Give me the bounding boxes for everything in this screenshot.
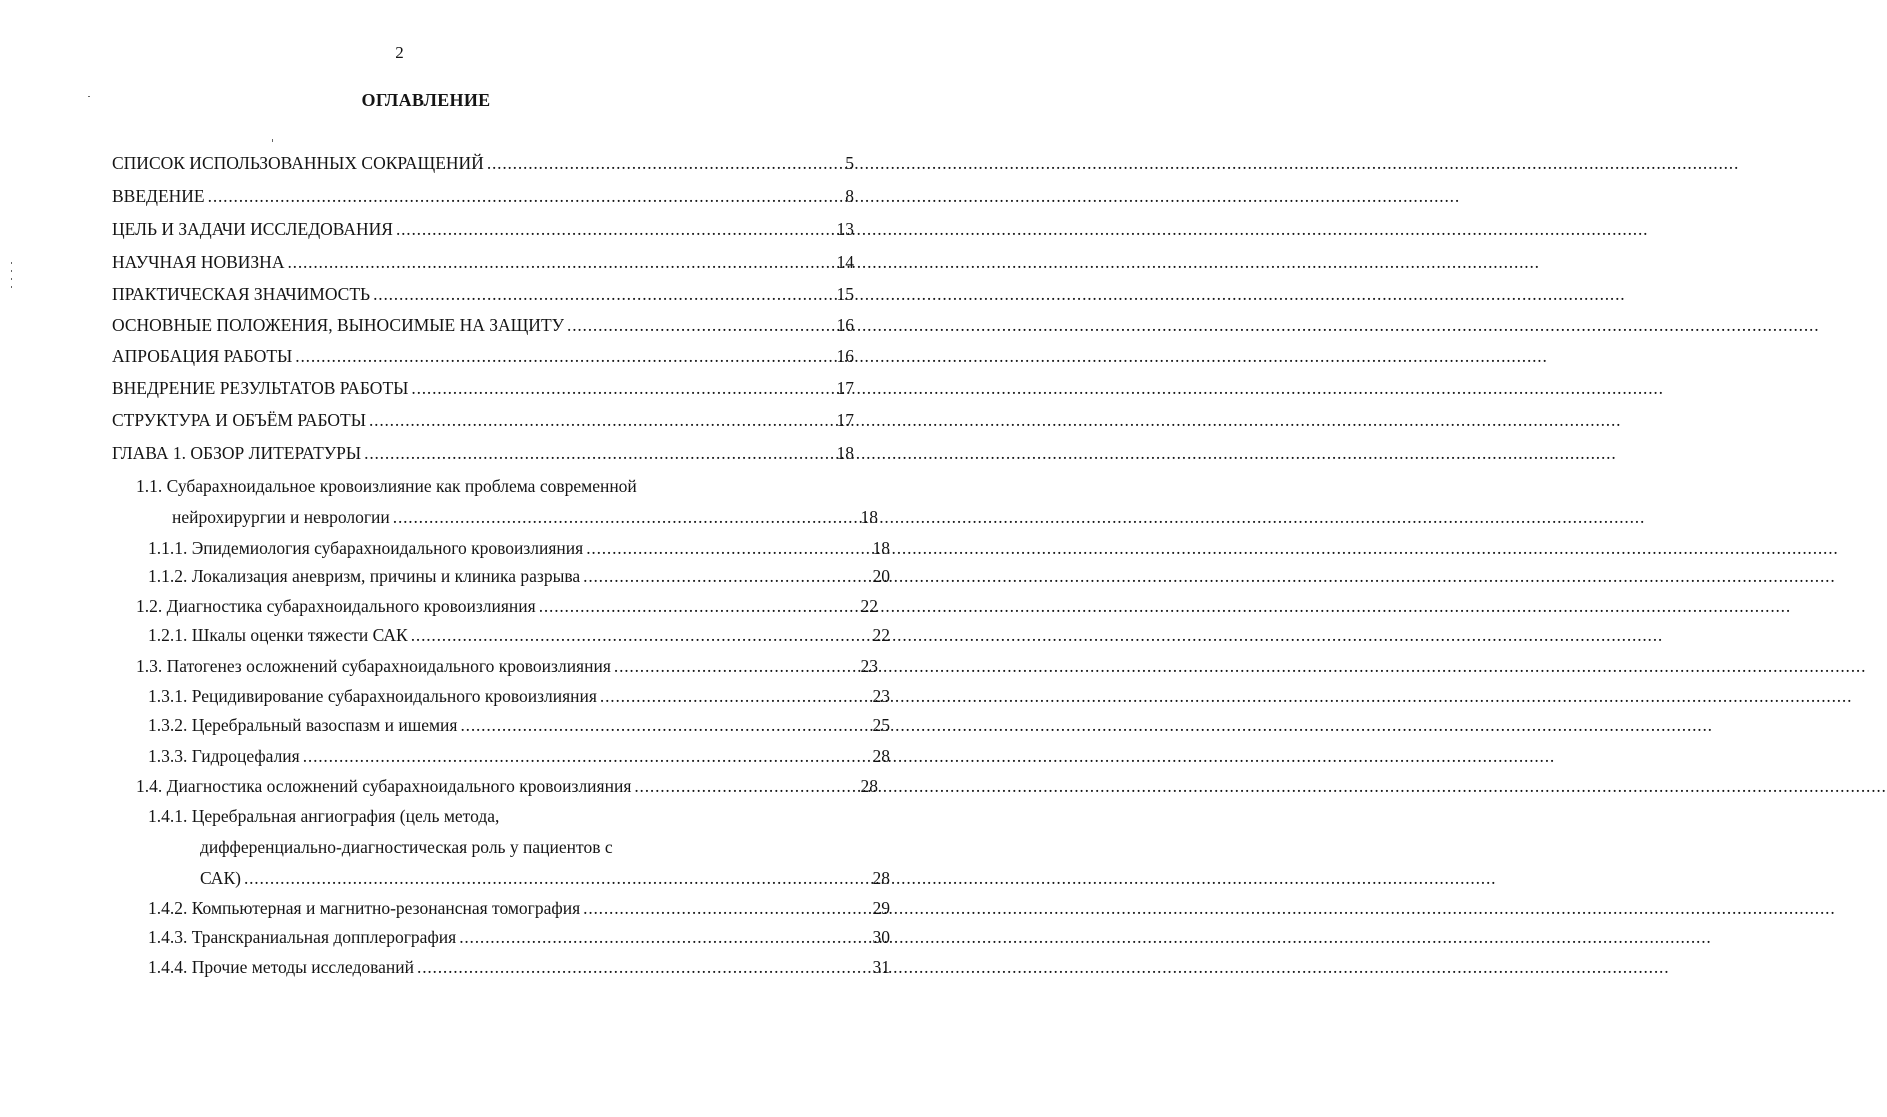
toc-entry[interactable]: [0, 927, 890, 947]
toc-page-number: 14: [836, 252, 854, 272]
toc-page-number: 22: [872, 625, 890, 645]
toc-page-number: 13: [836, 219, 854, 239]
dot-leader: [369, 410, 834, 430]
toc-entry-text: 1.2.1. Шкалы оценки тяжести САК: [148, 625, 408, 645]
dot-leader: [411, 378, 833, 398]
toc-entry[interactable]: [0, 625, 890, 645]
toc-entry[interactable]: [0, 346, 854, 366]
dot-leader: [583, 566, 869, 586]
dot-leader: [417, 957, 869, 977]
toc-entry[interactable]: [0, 596, 878, 616]
dot-leader: [586, 538, 869, 558]
toc-page-number: 16: [836, 315, 854, 335]
toc-entry[interactable]: [0, 656, 878, 676]
toc-entry-text: ЦЕЛЬ И ЗАДАЧИ ИССЛЕДОВАНИЯ: [112, 219, 393, 239]
dot-leader: [244, 868, 870, 888]
toc-entry-text: 1.4.4. Прочие методы исследований: [148, 957, 415, 977]
scan-speck: [11, 278, 12, 280]
toc-entry-text: ГЛАВА 1. ОБЗОР ЛИТЕРАТУРЫ: [112, 443, 362, 463]
toc-entry-text: ВВЕДЕНИЕ: [112, 186, 205, 206]
toc-entry[interactable]: [0, 538, 890, 558]
toc-title: ОГЛАВЛЕНИЕ: [361, 90, 491, 110]
dot-leader: [583, 898, 869, 918]
dot-leader: [287, 252, 833, 272]
dot-leader: [373, 284, 833, 304]
toc-entry[interactable]: [0, 957, 890, 977]
toc-entry-text: АПРОБАЦИЯ РАБОТЫ: [112, 346, 293, 366]
toc-page-number: 15: [836, 284, 854, 304]
dot-leader: [460, 715, 869, 735]
dot-leader: [393, 507, 858, 527]
toc-page-number: 23: [860, 656, 878, 676]
dot-leader: [614, 656, 858, 676]
toc-page-number: 29: [872, 898, 890, 918]
toc-entry[interactable]: [0, 186, 854, 206]
toc-page-number: 5: [845, 153, 854, 173]
toc-entry[interactable]: [0, 219, 854, 239]
toc-entry[interactable]: [0, 715, 890, 735]
toc-entry-text-continued: нейрохирургии и неврологии: [172, 507, 390, 527]
toc-entry-text-continued: САК): [200, 868, 241, 888]
toc-entry-text: 1.4.3. Транскраниальная допплерография: [148, 927, 457, 947]
toc-entry[interactable]: [0, 410, 854, 430]
toc-page-number: 18: [860, 507, 878, 527]
toc-page-number: 28: [860, 776, 878, 796]
dot-leader: [459, 927, 869, 947]
toc-entry-text: 1.3.1. Рецидивирование субарахноидального кровоизлияния: [148, 686, 597, 706]
toc-entry[interactable]: [0, 284, 854, 304]
dot-leader: [411, 625, 870, 645]
toc-entry-text: СПИСОК ИСПОЛЬЗОВАННЫХ СОКРАЩЕНИЙ: [112, 153, 484, 173]
dot-leader: [295, 346, 833, 366]
toc-page-number: 30: [872, 927, 890, 947]
scan-speck: [272, 139, 273, 142]
toc-entry[interactable]: [0, 153, 854, 173]
scan-speck: [88, 96, 90, 97]
toc-entry[interactable]: [0, 566, 890, 586]
toc-entry-text: 1.2. Диагностика субарахноидального кровоизлияния: [136, 596, 536, 616]
toc-entry-text: 1.3. Патогенез осложнений субарахноидального кровоизлияния: [136, 656, 611, 676]
toc-entry-text: 1.1.2. Локализация аневризм, причины и клиника разрыва: [148, 566, 581, 586]
toc-entry[interactable]: [0, 776, 878, 796]
dot-leader: [396, 219, 834, 239]
toc-page-number: 18: [872, 538, 890, 558]
toc-page-number: 17: [836, 410, 854, 430]
toc-page-number: 16: [836, 346, 854, 366]
toc-entry[interactable]: [0, 315, 854, 335]
toc-page-number: 17: [836, 378, 854, 398]
dot-leader: [487, 153, 842, 173]
toc-entry-text: 1.3.2. Церебральный вазоспазм и ишемия: [148, 715, 458, 735]
toc-entry-text: 1.4.1. Церебральная ангиография (цель метода,: [148, 806, 500, 826]
toc-entry[interactable]: [0, 898, 890, 918]
dot-leader: [567, 315, 833, 335]
toc-entry[interactable]: [0, 476, 878, 527]
toc-entry-text: 1.3.3. Гидроцефалия: [148, 746, 300, 766]
toc-entry-text: 1.4. Диагностика осложнений субарахноидального кровоизлияния: [136, 776, 632, 796]
toc-page-number: 22: [860, 596, 878, 616]
dot-leader: [364, 443, 833, 463]
page-number: 2: [395, 43, 404, 62]
toc-page-number: 25: [872, 715, 890, 735]
toc-entry-text: НАУЧНАЯ НОВИЗНА: [112, 252, 285, 272]
toc-entry-text: 1.1.1. Эпидемиология субарахноидального кровоизлияния: [148, 538, 584, 558]
toc-entry[interactable]: [0, 378, 854, 398]
toc-entry[interactable]: [0, 252, 854, 272]
toc-entry-text: ПРАКТИЧЕСКАЯ ЗНАЧИМОСТЬ: [112, 284, 371, 304]
toc-page-number: 31: [872, 957, 890, 977]
toc-page-number: 20: [872, 566, 890, 586]
dot-leader: [208, 186, 843, 206]
toc-entry-text: СТРУКТУРА И ОБЪЁМ РАБОТЫ: [112, 410, 366, 430]
toc-entry[interactable]: [0, 806, 890, 888]
toc-page-number: 18: [836, 443, 854, 463]
toc-page-number: 8: [845, 186, 854, 206]
dot-leader: [539, 596, 858, 616]
dot-leader: [634, 776, 857, 796]
toc-page-number: 28: [872, 868, 890, 888]
dot-leader: [600, 686, 870, 706]
toc-entry[interactable]: [0, 746, 890, 766]
toc-page-number: 28: [872, 746, 890, 766]
toc-entry[interactable]: [0, 686, 890, 706]
toc-entry-text: 1.1. Субарахноидальное кровоизлияние как проблема современной: [136, 476, 637, 496]
toc-entry-text: 1.4.2. Компьютерная и магнитно-резонансная томография: [148, 898, 581, 918]
toc-entry[interactable]: [0, 443, 854, 463]
toc-page-number: 23: [872, 686, 890, 706]
dot-leader: [303, 746, 870, 766]
toc-entry-text: ОСНОВНЫЕ ПОЛОЖЕНИЯ, ВЫНОСИМЫЕ НА ЗАЩИТУ: [112, 315, 565, 335]
toc-entry-text-continued: дифференциально-диагностическая роль у пациентов с: [200, 837, 613, 857]
toc-entry-text: ВНЕДРЕНИЕ РЕЗУЛЬТАТОВ РАБОТЫ: [112, 378, 409, 398]
